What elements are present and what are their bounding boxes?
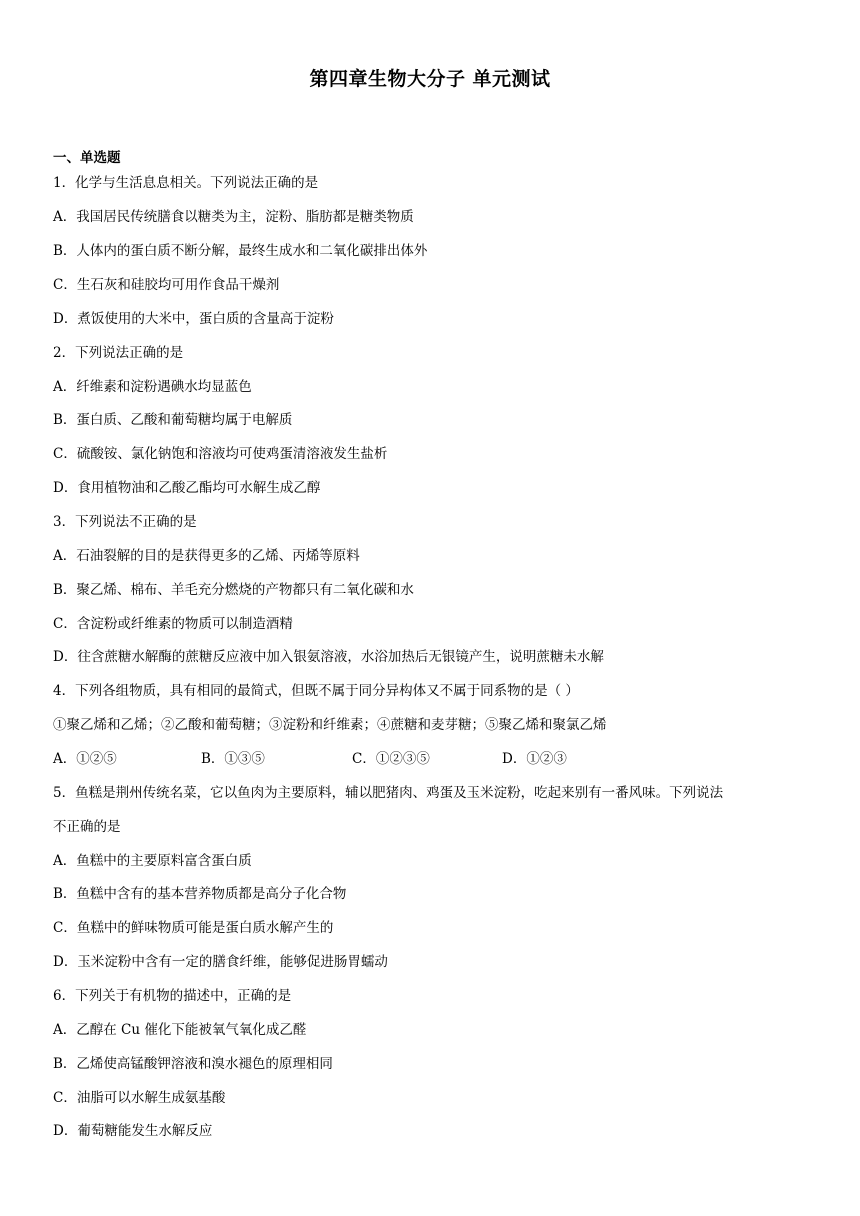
question-6-stem: 6．下列关于有机物的描述中，正确的是 bbox=[53, 988, 292, 1004]
question-5-stem-line-2: 不正确的是 bbox=[53, 819, 121, 835]
question-1-option-c: C．生石灰和硅胶均可用作食品干燥剂 bbox=[53, 277, 280, 293]
page-title: 第四章生物大分子 单元测试 bbox=[309, 68, 551, 90]
question-6-option-d: D．葡萄糖能发生水解反应 bbox=[53, 1123, 213, 1139]
question-4-option-d: D．①②③ bbox=[502, 751, 567, 767]
question-5-option-d: D．玉米淀粉中含有一定的膳食纤维，能够促进肠胃蠕动 bbox=[53, 954, 388, 970]
question-2-option-d: D．食用植物油和乙酸乙酯均可水解生成乙醇 bbox=[53, 480, 321, 496]
question-2-option-a: A．纤维素和淀粉遇碘水均显蓝色 bbox=[53, 379, 252, 395]
question-4-option-c: C．①②③⑤ bbox=[352, 751, 430, 767]
question-4-stem: 4．下列各组物质，具有相同的最简式，但既不属于同分异构体又不属于同系物的是（ ） bbox=[53, 683, 579, 699]
question-1-option-d: D．煮饭使用的大米中，蛋白质的含量高于淀粉 bbox=[53, 311, 334, 327]
section-heading: 一、单选题 bbox=[53, 150, 121, 166]
question-4-options bbox=[53, 749, 813, 769]
question-5-option-b: B．鱼糕中含有的基本营养物质都是高分子化合物 bbox=[53, 886, 347, 902]
question-4-option-a: A．①②⑤ bbox=[53, 751, 117, 767]
question-1-option-b: B．人体内的蛋白质不断分解，最终生成水和二氧化碳排出体外 bbox=[53, 243, 428, 259]
question-3-option-b: B．聚乙烯、棉布、羊毛充分燃烧的产物都只有二氧化碳和水 bbox=[53, 582, 414, 598]
question-6-option-b: B．乙烯使高锰酸钾溶液和溴水褪色的原理相同 bbox=[53, 1056, 333, 1072]
question-4-items: ①聚乙烯和乙烯；②乙酸和葡萄糖；③淀粉和纤维素；④蔗糖和麦芽糖；⑤聚乙烯和聚氯乙烯 bbox=[53, 717, 607, 733]
question-2-stem: 2．下列说法正确的是 bbox=[53, 345, 184, 361]
question-3-stem: 3．下列说法不正确的是 bbox=[53, 514, 197, 530]
question-3-option-a: A．石油裂解的目的是获得更多的乙烯、丙烯等原料 bbox=[53, 548, 360, 564]
question-5-option-c: C．鱼糕中的鲜味物质可能是蛋白质水解产生的 bbox=[53, 920, 334, 936]
question-1-option-a: A．我国居民传统膳食以糖类为主，淀粉、脂肪都是糖类物质 bbox=[53, 209, 414, 225]
question-5-stem-line-1: 5．鱼糕是荆州传统名菜，它以鱼肉为主要原料，辅以肥猪肉、鸡蛋及玉米淀粉，吃起来别有一番风味。下列说法 bbox=[53, 785, 724, 801]
question-1-stem: 1．化学与生活息息相关。下列说法正确的是 bbox=[53, 175, 319, 191]
question-3-option-d: D．往含蔗糖水解酶的蔗糖反应液中加入银氨溶液，水浴加热后无银镜产生，说明蔗糖未水解 bbox=[53, 649, 604, 665]
question-6-option-a: A．乙醇在 Cu 催化下能被氧气氧化成乙醛 bbox=[53, 1022, 307, 1038]
question-6-option-c: C．油脂可以水解生成氨基酸 bbox=[53, 1090, 226, 1106]
question-2-option-c: C．硫酸铵、氯化钠饱和溶液均可使鸡蛋清溶液发生盐析 bbox=[53, 446, 388, 462]
question-2-option-b: B．蛋白质、乙酸和葡萄糖均属于电解质 bbox=[53, 412, 293, 428]
question-5-option-a: A．鱼糕中的主要原料富含蛋白质 bbox=[53, 853, 252, 869]
question-4-option-b: B．①③⑤ bbox=[201, 751, 265, 767]
question-3-option-c: C．含淀粉或纤维素的物质可以制造酒精 bbox=[53, 616, 293, 632]
